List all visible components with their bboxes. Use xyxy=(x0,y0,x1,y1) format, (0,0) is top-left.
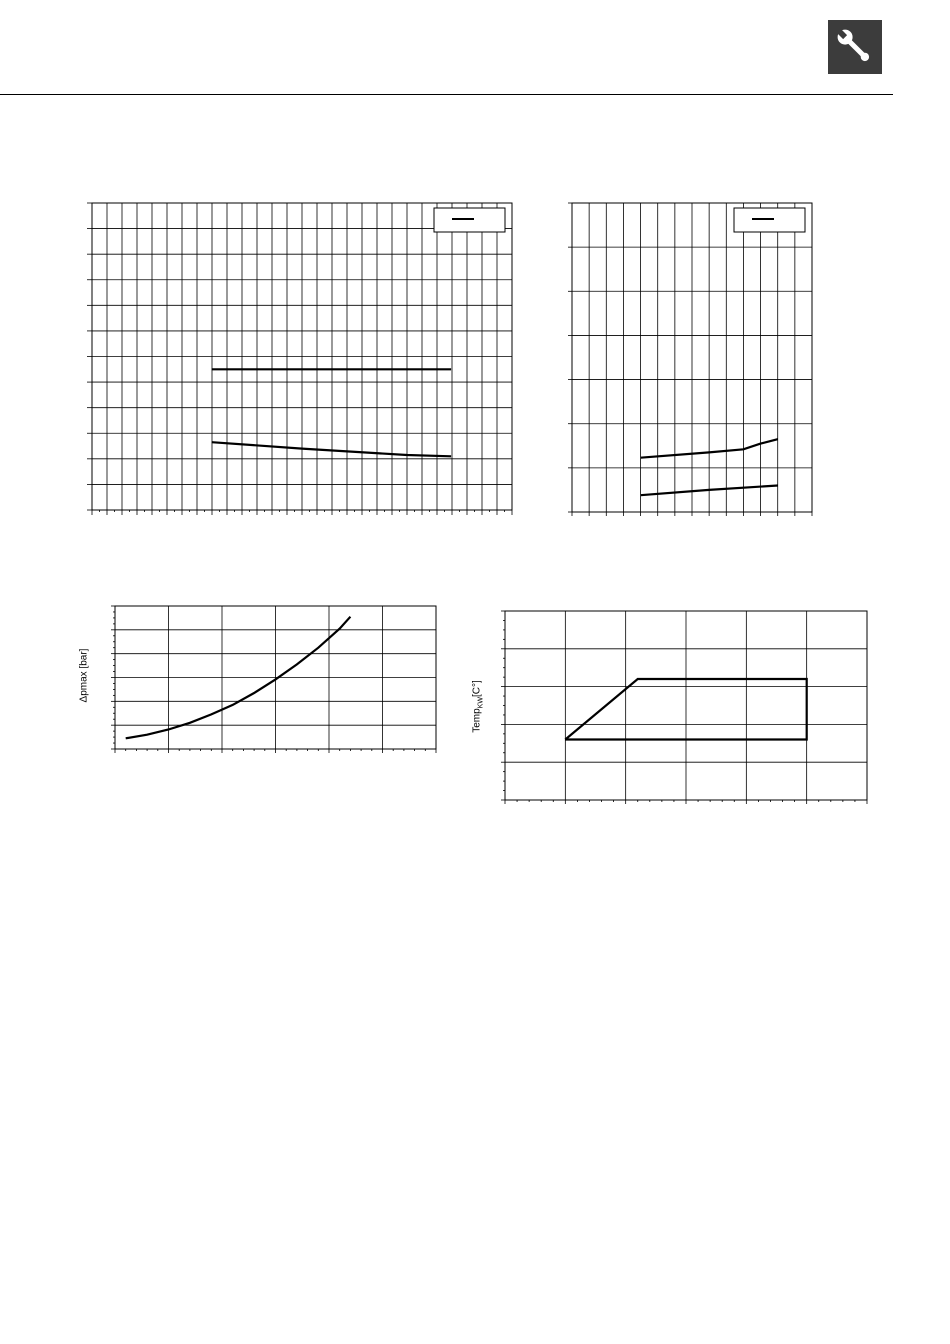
chart-3-y-axis-label-text: Δpmax [bar] xyxy=(78,648,90,703)
chart-4-y-axis-label xyxy=(472,647,485,767)
chart-pressure-drop xyxy=(111,606,436,753)
chart-operating-range xyxy=(501,611,867,804)
chart-4-y-axis-label-main: Temp xyxy=(471,708,483,733)
chart-pump-curve-2 xyxy=(568,203,812,516)
chart-4-y-axis-label-sub: KW xyxy=(477,697,485,709)
chart-3-y-axis-label xyxy=(79,616,90,736)
chart-pump-curve-1 xyxy=(87,203,512,515)
chart-4-y-axis-label-unit: [C°] xyxy=(471,680,483,698)
chart-1-series-2-line xyxy=(212,442,451,456)
